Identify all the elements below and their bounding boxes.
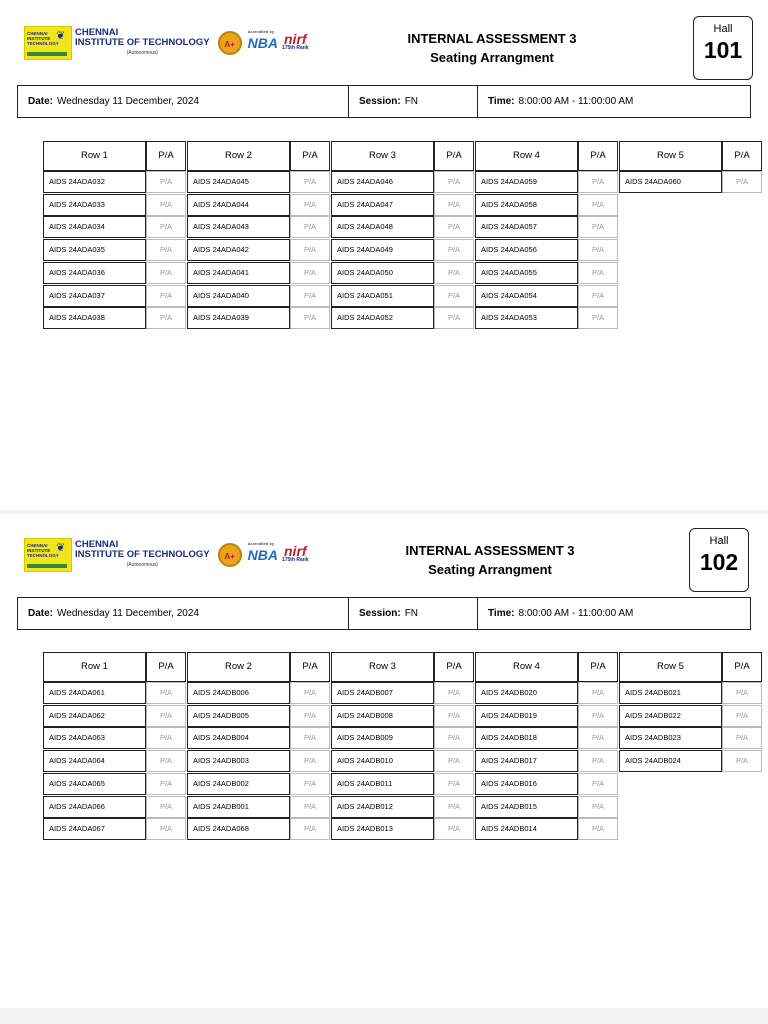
institution-logos: [24, 538, 309, 572]
seat-cell: AIDS 24ADB015: [475, 796, 578, 818]
nirf-logo: nirf 175th Rank: [281, 542, 309, 563]
attendance-cell[interactable]: P/A: [146, 285, 186, 307]
attendance-cell[interactable]: P/A: [290, 239, 330, 261]
seat-cell: AIDS 24ADB010: [331, 750, 434, 772]
attendance-cell[interactable]: P/A: [578, 194, 618, 216]
attendance-cell[interactable]: P/A: [722, 727, 762, 749]
attendance-cell[interactable]: P/A: [290, 750, 330, 772]
hall-number-box: Hall 102: [689, 528, 749, 592]
row-header: Row 2: [187, 652, 290, 682]
seat-cell: AIDS 24ADA051: [331, 285, 434, 307]
naac-badge: A+: [218, 31, 242, 55]
date-cell: Date: Wednesday 11 December, 2024: [18, 598, 349, 629]
attendance-cell[interactable]: P/A: [290, 705, 330, 727]
seat-cell: AIDS 24ADB004: [187, 727, 290, 749]
session-cell: Session: FN: [349, 86, 478, 117]
seat-cell: AIDS 24ADA039: [187, 307, 290, 329]
seat-cell: AIDS 24ADA037: [43, 285, 146, 307]
pa-header: P/A: [434, 141, 474, 171]
seat-cell: AIDS 24ADB014: [475, 818, 578, 840]
seat-cell: AIDS 24ADB012: [331, 796, 434, 818]
attendance-cell[interactable]: P/A: [722, 682, 762, 704]
attendance-cell[interactable]: P/A: [434, 216, 474, 238]
attendance-cell[interactable]: P/A: [146, 307, 186, 329]
seat-cell: AIDS 24ADA036: [43, 262, 146, 284]
row-header: Row 3: [331, 652, 434, 682]
seat-cell: AIDS 24ADA065: [43, 773, 146, 795]
pa-header: P/A: [722, 652, 762, 682]
seating-table: [43, 652, 750, 852]
attendance-cell[interactable]: P/A: [578, 773, 618, 795]
attendance-cell[interactable]: P/A: [434, 682, 474, 704]
naac-badge: A+: [218, 543, 242, 567]
seat-cell: AIDS 24ADB007: [331, 682, 434, 704]
assessment-subtitle: Seating Arrangment: [430, 50, 554, 65]
seat-cell: AIDS 24ADA041: [187, 262, 290, 284]
attendance-cell[interactable]: P/A: [434, 307, 474, 329]
seat-cell: AIDS 24ADA063: [43, 727, 146, 749]
pa-header: P/A: [146, 652, 186, 682]
attendance-cell[interactable]: P/A: [722, 171, 762, 193]
assessment-title: INTERNAL ASSESSMENT 3: [407, 31, 577, 46]
attendance-cell[interactable]: P/A: [146, 194, 186, 216]
pa-header: P/A: [578, 141, 618, 171]
cit-logo: CHENNAI INSTITUTE TECHNOLOGY ❦: [24, 538, 72, 572]
seating-table: [43, 141, 750, 341]
seat-cell: AIDS 24ADA055: [475, 262, 578, 284]
seat-cell: AIDS 24ADA033: [43, 194, 146, 216]
attendance-cell[interactable]: P/A: [146, 239, 186, 261]
row-header: Row 3: [331, 141, 434, 171]
attendance-cell[interactable]: P/A: [146, 682, 186, 704]
butterfly-icon: ❦: [56, 542, 66, 554]
seat-cell: AIDS 24ADB009: [331, 727, 434, 749]
seat-cell: AIDS 24ADA042: [187, 239, 290, 261]
seat-cell: AIDS 24ADA064: [43, 750, 146, 772]
attendance-cell[interactable]: P/A: [290, 285, 330, 307]
institution-logos: [24, 26, 309, 60]
pa-header: P/A: [434, 652, 474, 682]
seat-cell: AIDS 24ADB005: [187, 705, 290, 727]
seat-cell: AIDS 24ADA045: [187, 171, 290, 193]
seat-cell: AIDS 24ADA032: [43, 171, 146, 193]
assessment-heading: [380, 543, 600, 577]
attendance-cell[interactable]: P/A: [146, 818, 186, 840]
row-header: Row 4: [475, 141, 578, 171]
nba-logo: Accredited by NBA: [247, 29, 278, 51]
row-header: Row 1: [43, 652, 146, 682]
time-cell: Time: 8:00:00 AM - 11:00:00 AM: [488, 608, 634, 619]
seat-cell: AIDS 24ADA049: [331, 239, 434, 261]
seat-cell: AIDS 24ADB006: [187, 682, 290, 704]
pa-header: P/A: [146, 141, 186, 171]
attendance-cell[interactable]: P/A: [146, 773, 186, 795]
attendance-cell[interactable]: P/A: [146, 727, 186, 749]
seat-cell: AIDS 24ADB003: [187, 750, 290, 772]
seat-cell: AIDS 24ADB019: [475, 705, 578, 727]
row-header: Row 5: [619, 141, 722, 171]
attendance-cell[interactable]: P/A: [146, 262, 186, 284]
seat-cell: AIDS 24ADA054: [475, 285, 578, 307]
seat-cell: AIDS 24ADA056: [475, 239, 578, 261]
hall-number: 101: [703, 37, 743, 63]
seat-cell: AIDS 24ADA058: [475, 194, 578, 216]
nirf-logo: nirf 175th Rank: [281, 30, 309, 51]
seat-cell: AIDS 24ADA044: [187, 194, 290, 216]
seat-cell: AIDS 24ADA050: [331, 262, 434, 284]
seat-cell: AIDS 24ADA052: [331, 307, 434, 329]
attendance-cell[interactable]: P/A: [578, 216, 618, 238]
attendance-cell[interactable]: P/A: [290, 307, 330, 329]
seat-cell: AIDS 24ADB023: [619, 727, 722, 749]
seat-cell: AIDS 24ADA059: [475, 171, 578, 193]
attendance-cell[interactable]: P/A: [578, 796, 618, 818]
attendance-cell[interactable]: P/A: [434, 705, 474, 727]
attendance-cell[interactable]: P/A: [578, 307, 618, 329]
attendance-cell[interactable]: P/A: [434, 750, 474, 772]
attendance-cell[interactable]: P/A: [722, 705, 762, 727]
attendance-cell[interactable]: P/A: [578, 171, 618, 193]
seat-cell: AIDS 24ADA038: [43, 307, 146, 329]
attendance-cell[interactable]: P/A: [434, 773, 474, 795]
seat-cell: AIDS 24ADA048: [331, 216, 434, 238]
attendance-cell[interactable]: P/A: [434, 818, 474, 840]
cit-logo: CHENNAI INSTITUTE TECHNOLOGY ❦: [24, 26, 72, 60]
seat-cell: AIDS 24ADA053: [475, 307, 578, 329]
attendance-cell[interactable]: P/A: [434, 262, 474, 284]
seat-cell: AIDS 24ADA067: [43, 818, 146, 840]
seat-cell: AIDS 24ADB011: [331, 773, 434, 795]
assessment-heading: [382, 31, 602, 65]
attendance-cell[interactable]: P/A: [290, 773, 330, 795]
attendance-cell[interactable]: P/A: [434, 194, 474, 216]
seating-sheet-hall-102: [0, 514, 768, 1008]
seat-cell: AIDS 24ADA060: [619, 171, 722, 193]
attendance-cell[interactable]: P/A: [290, 262, 330, 284]
institution-name: CHENNAI INSTITUTE OF TECHNOLOGY (Autonomous): [75, 539, 210, 568]
seat-cell: AIDS 24ADA062: [43, 705, 146, 727]
hall-number-box: Hall 101: [693, 16, 753, 80]
row-header: Row 4: [475, 652, 578, 682]
seat-cell: AIDS 24ADB020: [475, 682, 578, 704]
exam-info-bar: [17, 597, 751, 630]
seat-cell: AIDS 24ADB008: [331, 705, 434, 727]
nba-logo: Accredited by NBA: [247, 541, 278, 563]
seat-cell: AIDS 24ADB022: [619, 705, 722, 727]
seating-sheet-hall-101: [0, 0, 768, 510]
attendance-cell[interactable]: P/A: [434, 171, 474, 193]
attendance-cell[interactable]: P/A: [290, 818, 330, 840]
assessment-subtitle: Seating Arrangment: [428, 562, 552, 577]
attendance-cell[interactable]: P/A: [290, 216, 330, 238]
seat-cell: AIDS 24ADA046: [331, 171, 434, 193]
attendance-cell[interactable]: P/A: [290, 194, 330, 216]
assessment-title: INTERNAL ASSESSMENT 3: [405, 543, 575, 558]
institution-name: CHENNAI INSTITUTE OF TECHNOLOGY (Autonomous): [75, 27, 210, 56]
seat-cell: AIDS 24ADB021: [619, 682, 722, 704]
attendance-cell[interactable]: P/A: [578, 705, 618, 727]
seat-cell: AIDS 24ADA034: [43, 216, 146, 238]
seat-cell: AIDS 24ADA047: [331, 194, 434, 216]
date-cell: Date: Wednesday 11 December, 2024: [18, 86, 349, 117]
attendance-cell[interactable]: P/A: [434, 796, 474, 818]
exam-info-bar: [17, 85, 751, 118]
attendance-cell[interactable]: P/A: [578, 285, 618, 307]
attendance-cell[interactable]: P/A: [290, 727, 330, 749]
seat-cell: AIDS 24ADB018: [475, 727, 578, 749]
seat-cell: AIDS 24ADA066: [43, 796, 146, 818]
seat-cell: AIDS 24ADA035: [43, 239, 146, 261]
pa-header: P/A: [578, 652, 618, 682]
session-cell: Session: FN: [349, 598, 478, 629]
pa-header: P/A: [290, 141, 330, 171]
seat-cell: AIDS 24ADB017: [475, 750, 578, 772]
butterfly-icon: ❦: [56, 30, 66, 42]
attendance-cell[interactable]: P/A: [578, 682, 618, 704]
attendance-cell[interactable]: P/A: [290, 682, 330, 704]
time-cell: Time: 8:00:00 AM - 11:00:00 AM: [488, 96, 634, 107]
attendance-cell[interactable]: P/A: [578, 727, 618, 749]
seat-cell: AIDS 24ADB016: [475, 773, 578, 795]
seat-cell: AIDS 24ADA061: [43, 682, 146, 704]
attendance-cell[interactable]: P/A: [146, 705, 186, 727]
seat-cell: AIDS 24ADB002: [187, 773, 290, 795]
attendance-cell[interactable]: P/A: [146, 750, 186, 772]
attendance-cell[interactable]: P/A: [146, 796, 186, 818]
seat-cell: AIDS 24ADB001: [187, 796, 290, 818]
attendance-cell[interactable]: P/A: [578, 262, 618, 284]
seat-cell: AIDS 24ADA040: [187, 285, 290, 307]
attendance-cell[interactable]: P/A: [146, 216, 186, 238]
attendance-cell[interactable]: P/A: [290, 171, 330, 193]
row-header: Row 1: [43, 141, 146, 171]
attendance-cell[interactable]: P/A: [578, 818, 618, 840]
pa-header: P/A: [290, 652, 330, 682]
hall-number: 102: [699, 549, 739, 575]
attendance-cell[interactable]: P/A: [578, 750, 618, 772]
row-header: Row 2: [187, 141, 290, 171]
seat-cell: AIDS 24ADB013: [331, 818, 434, 840]
row-header: Row 5: [619, 652, 722, 682]
seat-cell: AIDS 24ADA057: [475, 216, 578, 238]
attendance-cell[interactable]: P/A: [578, 239, 618, 261]
seat-cell: AIDS 24ADA043: [187, 216, 290, 238]
attendance-cell[interactable]: P/A: [434, 285, 474, 307]
seat-cell: AIDS 24ADB024: [619, 750, 722, 772]
attendance-cell[interactable]: P/A: [722, 750, 762, 772]
attendance-cell[interactable]: P/A: [434, 727, 474, 749]
attendance-cell[interactable]: P/A: [434, 239, 474, 261]
pa-header: P/A: [722, 141, 762, 171]
seat-cell: AIDS 24ADA068: [187, 818, 290, 840]
attendance-cell[interactable]: P/A: [290, 796, 330, 818]
attendance-cell[interactable]: P/A: [146, 171, 186, 193]
